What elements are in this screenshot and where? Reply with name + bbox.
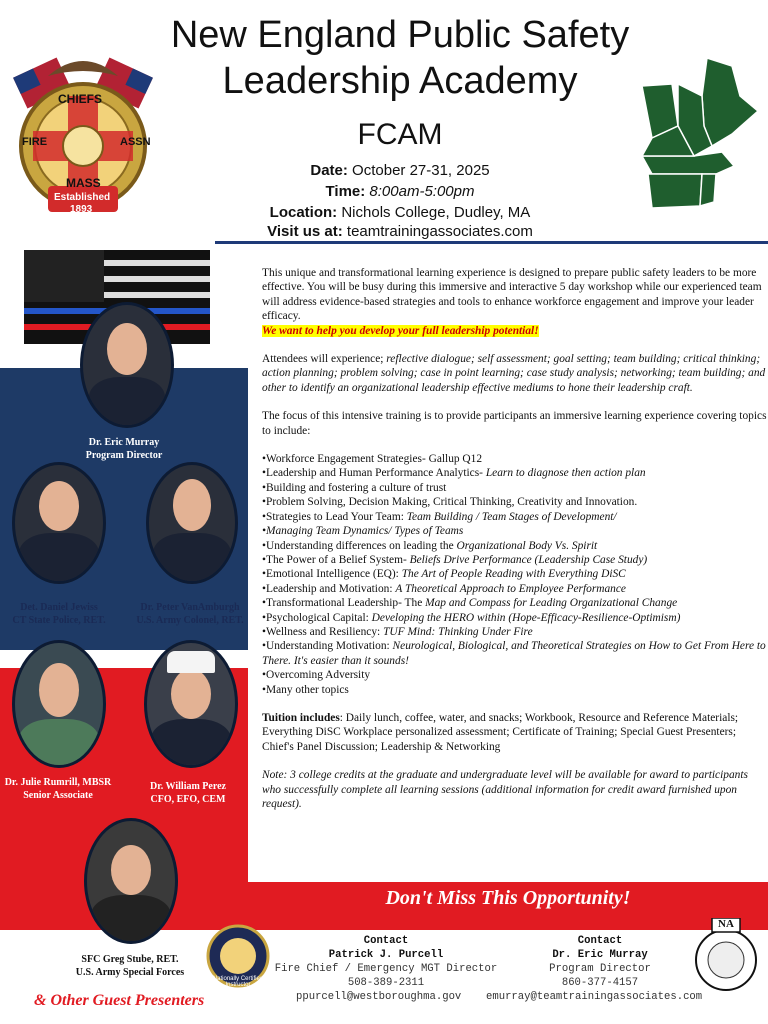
topic-item: •Psychological Capital: Developing the HERO within (Hope-Efficacy-Resilience-Optimism) [262, 611, 681, 624]
subtitle: FCAM [357, 118, 443, 151]
topic-item: •Building and fostering a culture of trust [262, 481, 447, 494]
person-title: CT State Police, RET. [12, 615, 106, 626]
topic-item: •Many other topics [262, 683, 349, 696]
topic-item: •Leadership and Human Performance Analytics- Learn to diagnose then action plan [262, 467, 646, 480]
date-label: Date: [310, 162, 348, 179]
logo-center-text: MASS [66, 176, 101, 190]
time-line [200, 181, 600, 202]
topic-item: •Emotional Intelligence (EQ): The Art of People Reading with Everything DiSC [262, 568, 626, 581]
portrait-greg-stube [84, 818, 178, 944]
highlight-text: We want to help you develop your full leadership potential! [262, 324, 539, 337]
person-greg-stube [62, 953, 198, 979]
person-william-perez [128, 780, 248, 806]
person-julie-rumrill [0, 776, 116, 802]
topic-item: •Workforce Engagement Strategies- Gallup Q12 [262, 453, 483, 466]
contact-heading: Contact [577, 935, 623, 947]
main-body [262, 266, 768, 811]
logo-year-text: 1893 [70, 204, 93, 215]
logo-right-text: ASSN [120, 136, 151, 148]
visit-link[interactable]: teamtrainingassociates.com [346, 223, 533, 240]
person-daniel-jewiss [0, 601, 118, 627]
person-title: U.S. Army Special Forces [75, 967, 185, 978]
location-value: Nichols College, Dudley, MA [341, 204, 531, 221]
visit-line [200, 221, 600, 242]
date-line [200, 160, 600, 181]
contact-name: Patrick J. Purcell [328, 949, 444, 961]
header-rule [215, 241, 768, 244]
contact-role: Fire Chief / Emergency MGT Director [274, 963, 498, 975]
attendees-paragraph [262, 352, 768, 395]
portrait-peter-vanamburgh [146, 462, 238, 584]
contact-murray [486, 934, 714, 990]
visit-label: Visit us at: [267, 223, 343, 240]
title-line-2: Leadership Academy [222, 60, 578, 102]
location-label: Location: [269, 204, 338, 221]
portrait-eric-murray [80, 302, 174, 428]
topic-item: •Problem Solving, Decision Making, Critical Thinking, Creativity and Innovation. [262, 496, 638, 509]
note-paragraph: Note: 3 college credits at the graduate and undergraduate level will be available for award to participants who successfully complete all learning sessions (additional information for credit award furnished upon request). [262, 769, 748, 810]
topic-item: •Managing Team Dynamics/ Types of Teams [262, 525, 464, 538]
contact-heading: Contact [363, 935, 409, 947]
attendees-lead: Attendees will experience; [262, 353, 387, 366]
person-title: Program Director [85, 450, 163, 461]
badge-text: Nationally Certified Instructor [212, 976, 264, 988]
title-line-1: New England Public Safety [170, 14, 630, 56]
person-title: Senior Associate [23, 790, 93, 801]
topic-item: •Overcoming Adversity [262, 669, 371, 682]
other-guest-presenters: & Other Guest Presenters [34, 992, 205, 1009]
contact-role: Program Director [549, 963, 651, 975]
dont-miss-banner: Don't Miss This Opportunity! [385, 887, 631, 909]
tuition-paragraph [262, 711, 768, 754]
contact-phone: 860-377-4157 [561, 977, 639, 989]
person-peter-vanamburgh [126, 601, 254, 627]
person-name: Det. Daniel Jewiss [20, 602, 98, 613]
logo-est-text: Established [54, 192, 111, 203]
contact-email-murray[interactable]: emurray@teamtrainingassociates.com [486, 991, 703, 1003]
person-name: Dr. Eric Murray [88, 437, 160, 448]
portrait-daniel-jewiss [12, 462, 106, 584]
na-text: NA [718, 918, 734, 930]
person-name: Dr. Julie Rumrill, MBSR [4, 777, 112, 788]
attendees-list: reflective dialogue; self assessment; goal setting; team building; critical thinking; action planning; problem solving; case in point learning; case study analysis; networking; team building; and other to identify an organizational leadership effective mediums to hone their leadership craft. [262, 353, 766, 394]
location-line [200, 202, 600, 223]
logo-top-text: CHIEFS [58, 92, 103, 106]
person-name: SFC Greg Stube, RET. [81, 954, 179, 965]
focus-paragraph: The focus of this intensive training is to provide participants an immersive learning experience covering topics to include: [262, 410, 767, 437]
portrait-julie-rumrill [12, 640, 106, 768]
topic-item: •Understanding Motivation: Neurological, Biological, and Theoretical Strategies on How to Get From Here to There. It's easier than it sounds! [262, 640, 766, 667]
contact-purcell [258, 934, 514, 990]
person-title: U.S. Army Colonel, RET. [136, 615, 244, 626]
intro-paragraph: This unique and transformational learning experience is designed to prepare public safety leaders to be more effective. You will be busy during this immersive and interactive 5 day workshop while our experienced team will address evidence-based strategies and tools to enhance workforce engagement and improve your leader efficacy. [262, 267, 762, 323]
topic-item: •Wellness and Resiliency: TUF Mind: Thinking Under Fire [262, 625, 533, 638]
date-value: October 27-31, 2025 [352, 162, 490, 179]
topic-item: •Understanding differences on leading the Organizational Body Vs. Spirit [262, 539, 598, 552]
person-name: Dr. William Perez [149, 781, 226, 792]
tuition-label: Tuition includes [262, 711, 340, 724]
time-label: Time: [325, 183, 366, 200]
time-value: 8:00am-5:00pm [369, 183, 475, 200]
person-title: CFO, EFO, CEM [150, 794, 226, 805]
topic-item: •Leadership and Motivation: A Theoretical Approach to Employee Performance [262, 582, 626, 595]
topic-item: •The Power of a Belief System- Beliefs Drive Performance (Leadership Case Study) [262, 553, 648, 566]
contact-name: Dr. Eric Murray [552, 949, 648, 961]
person-eric-murray [60, 436, 188, 462]
contact-phone: 508-389-2311 [347, 977, 425, 989]
person-name: Dr. Peter VanAmburgh [140, 602, 240, 613]
portrait-william-perez [144, 640, 238, 768]
topic-list [262, 452, 768, 697]
topic-item: •Strategies to Lead Your Team: Team Building / Team Stages of Development/ [262, 510, 617, 523]
logo-left-text: FIRE [22, 136, 48, 148]
page-title [120, 12, 680, 104]
contact-email-purcell[interactable]: ppurcell@westboroughma.gov [296, 991, 462, 1003]
topic-item: •Transformational Leadership- The Map and Compass for Leading Organizational Change [262, 597, 678, 610]
tuition-text: : Daily lunch, coffee, water, and snacks; Workbook, Resource and Reference Materials; Everything DiSC Workplace personalized assessment; Certificate of Training; Special Guest Presenters; Chief's Panel Discussion; Leadership & Networking [262, 711, 739, 753]
